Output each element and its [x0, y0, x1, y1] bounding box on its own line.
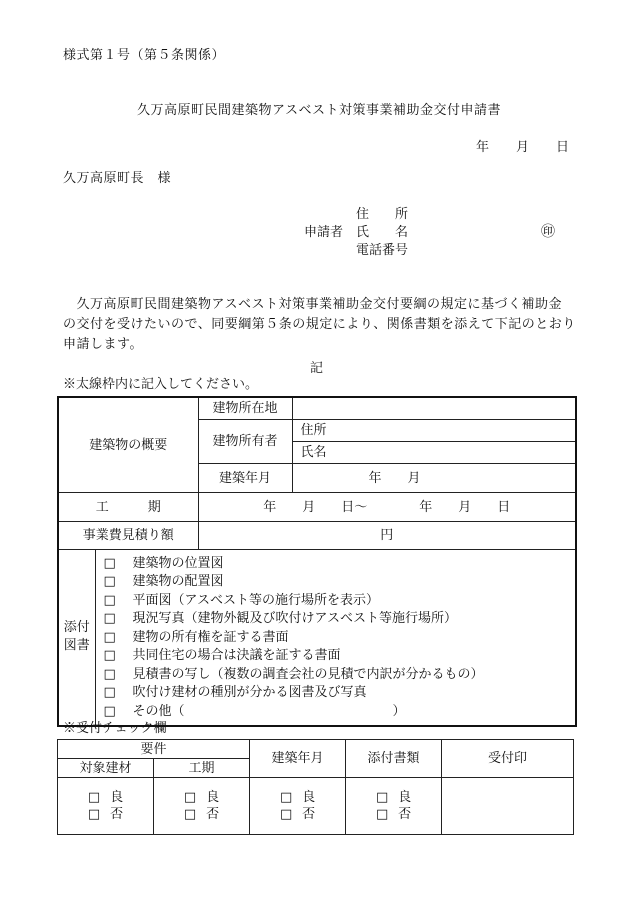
checkbox[interactable]: □	[279, 790, 293, 805]
period-check[interactable]	[154, 778, 250, 835]
cost-field[interactable]: 円	[198, 522, 576, 550]
location-label: 建物所在地	[198, 397, 292, 420]
document-item-label: 共同住宅の場合は決議を証する書面	[132, 648, 341, 664]
applicant-address-label: 住 所	[356, 207, 409, 222]
checkbox[interactable]: □	[87, 807, 101, 822]
document-item-label: 建築物の位置図	[132, 555, 224, 571]
document-item[interactable]	[104, 702, 576, 721]
document-item[interactable]	[104, 647, 576, 666]
attachments-label	[58, 550, 95, 726]
good-label: 良	[398, 790, 412, 805]
attachments-label-line-1: 添付	[63, 620, 90, 636]
document-item-label: その他（ ）	[132, 703, 406, 719]
form-number: 様式第１号（第５条関係）	[63, 48, 226, 63]
instruction-note: ※太線枠内に記入してください。	[63, 377, 259, 392]
document-item-label: 建築物の配置図	[132, 574, 224, 590]
seal-mark: ㊞	[541, 224, 555, 240]
built-field[interactable]	[292, 464, 576, 493]
target-material-header: 対象建材	[58, 759, 154, 778]
checkbox[interactable]: □	[103, 611, 116, 627]
bad-label: 否	[302, 807, 316, 822]
date-month-label: 月	[516, 140, 530, 155]
applicant-label: 申請者	[304, 225, 344, 240]
bad-label: 否	[206, 807, 220, 822]
checkbox[interactable]: □	[103, 555, 116, 571]
checkbox[interactable]: □	[103, 629, 116, 645]
checkbox[interactable]: □	[103, 648, 116, 664]
document-item-label: 建物の所有権を証する書面	[132, 629, 289, 645]
bad-label: 否	[110, 807, 124, 822]
built-header: 建築年月	[250, 740, 346, 778]
checkbox[interactable]: □	[375, 790, 389, 805]
owner-address-field[interactable]	[292, 420, 576, 442]
built-check[interactable]	[250, 778, 346, 835]
cost-label: 事業費見積り額	[58, 522, 198, 550]
document-item-label: 吹付け建材の種別が分かる図書及び写真	[132, 685, 367, 701]
recipient: 久万高原町長 様	[63, 171, 172, 186]
reception-check-table	[57, 739, 574, 835]
attachments-list	[95, 550, 576, 726]
good-label: 良	[110, 790, 124, 805]
period-label: 工 期	[58, 493, 198, 522]
attachments-check[interactable]	[346, 778, 442, 835]
date-day-label: 日	[556, 140, 570, 155]
document-item[interactable]	[104, 684, 576, 703]
attachments-label-line-2: 図書	[63, 638, 90, 654]
body-line-1: 久万高原町民間建築物アスベスト対策事業補助金交付要綱の規定に基づく補助金	[63, 297, 562, 312]
document-item[interactable]	[104, 628, 576, 647]
good-label: 良	[206, 790, 220, 805]
good-label: 良	[302, 790, 316, 805]
document-item[interactable]	[104, 573, 576, 592]
owner-name-label: 氏名	[300, 445, 327, 460]
location-field[interactable]	[292, 397, 576, 420]
checkbox[interactable]: □	[87, 790, 101, 805]
owner-name-field[interactable]	[292, 442, 576, 464]
applicant-phone-label: 電話番号	[356, 243, 409, 258]
built-year: 年	[368, 470, 382, 486]
checkbox[interactable]: □	[103, 592, 116, 608]
document-item[interactable]	[104, 591, 576, 610]
document-item-label: 現況写真（建物外観及び吹付けアスベスト等施行場所）	[132, 611, 457, 627]
reception-seal-header: 受付印	[442, 740, 574, 778]
owner-label: 建物所有者	[198, 420, 292, 464]
checkbox[interactable]: □	[375, 807, 389, 822]
document-item-label: 見積書の写し（複数の調査会社の見積で内訳が分かるもの）	[132, 666, 484, 682]
checkbox[interactable]: □	[103, 685, 116, 701]
target-material-check[interactable]	[58, 778, 154, 835]
checkbox[interactable]: □	[103, 703, 116, 719]
overview-label: 建築物の概要	[58, 397, 198, 493]
date-year-label: 年	[476, 140, 490, 155]
body-line-2: の交付を受けたいので、同要綱第５条の規定により、関係書類を添えて下記のとおり	[63, 317, 576, 332]
bad-label: 否	[398, 807, 412, 822]
owner-address-label: 住所	[300, 423, 327, 438]
reception-seal-box[interactable]	[442, 778, 574, 835]
document-item-label: 平面図（アスベスト等の施行場所を表示）	[132, 592, 379, 608]
application-table	[57, 396, 577, 727]
period-field[interactable]: 年 月 日～ 年 月 日	[198, 493, 576, 522]
document-title: 久万高原町民間建築物アスベスト対策事業補助金交付申請書	[137, 103, 501, 118]
checkbox[interactable]: □	[103, 574, 116, 590]
checkbox[interactable]: □	[183, 807, 197, 822]
applicant-name-label: 氏 名	[356, 225, 409, 240]
checkbox[interactable]: □	[183, 790, 197, 805]
built-month: 月	[407, 470, 421, 486]
document-item[interactable]	[104, 665, 576, 684]
attachments-header: 添付書類	[346, 740, 442, 778]
built-label: 建築年月	[198, 464, 292, 493]
document-item[interactable]	[104, 610, 576, 629]
check-section-title: ※受付チェック欄	[63, 721, 167, 736]
document-item[interactable]	[104, 554, 576, 573]
checkbox[interactable]: □	[103, 666, 116, 682]
ki-heading: 記	[310, 361, 324, 376]
period-header: 工期	[154, 759, 250, 778]
checkbox[interactable]: □	[279, 807, 293, 822]
requirements-header: 要件	[58, 740, 250, 759]
body-line-3: 申請します。	[63, 337, 143, 352]
